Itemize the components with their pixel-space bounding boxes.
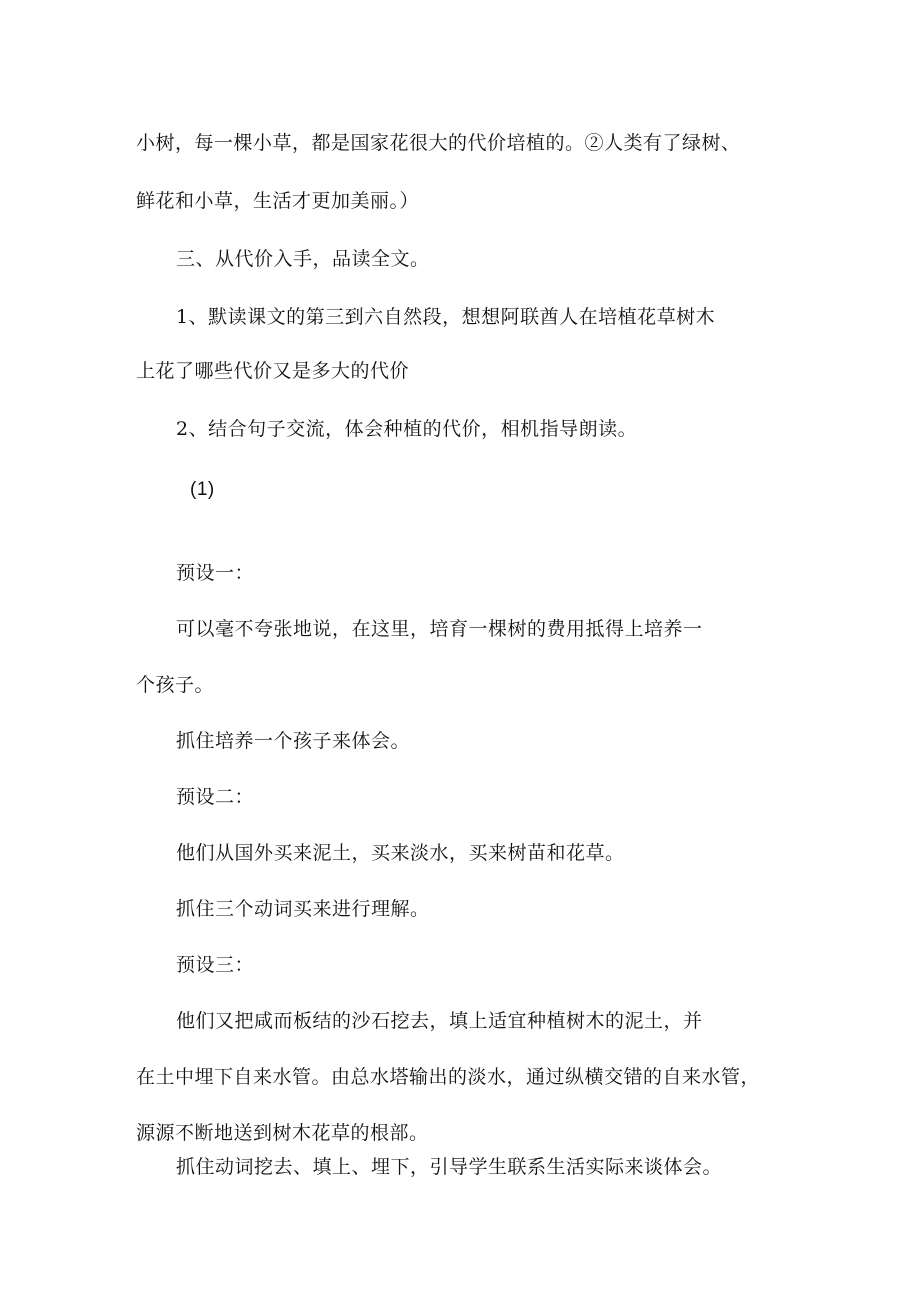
text-line: 抓住动词挖去、填上、埋下，引导学生联系生活实际来谈体会。 bbox=[176, 1156, 723, 1178]
preset-label: 预设三： bbox=[176, 954, 255, 976]
preset-label: 预设一： bbox=[176, 562, 255, 584]
text-line: 抓住培养一个孩子来体会。 bbox=[176, 730, 411, 752]
item-number: (1) bbox=[190, 479, 215, 500]
text-line: 在土中埋下自来水管。由总水塔输出的淡水，通过纵横交错的自来水管， bbox=[136, 1066, 761, 1088]
preset-label: 预设二： bbox=[176, 786, 255, 808]
text-line: 他们从国外买来泥土，买来淡水，买来树苗和花草。 bbox=[176, 842, 625, 864]
text-line: 鲜花和小草，生活才更加美丽。） bbox=[136, 190, 420, 212]
text-line: 个孩子。 bbox=[136, 674, 215, 696]
text-line: 2、结合句子交流，体会种植的代价，相机指导朗读。 bbox=[176, 418, 638, 440]
text-line: 1、默读课文的第三到六自然段，想想阿联酋人在培植花草树木 bbox=[176, 306, 716, 328]
text-line: 可以毫不夸张地说，在这里，培育一棵树的费用抵得上培养一 bbox=[176, 618, 703, 640]
text-line: 抓住三个动词买来进行理解。 bbox=[176, 898, 430, 920]
text-line: 他们又把咸而板结的沙石挖去，填上适宜种植树木的泥土，并 bbox=[176, 1010, 703, 1032]
section-heading: 三、从代价入手，品读全文。 bbox=[176, 248, 430, 270]
text-line: 上花了哪些代价又是多大的代价 bbox=[136, 360, 410, 382]
text-line: 小树，每一棵小草，都是国家花很大的代价培植的。②人类有了绿树、 bbox=[136, 132, 741, 154]
text-line: 源源不断地送到树木花草的根部。 bbox=[136, 1122, 429, 1144]
